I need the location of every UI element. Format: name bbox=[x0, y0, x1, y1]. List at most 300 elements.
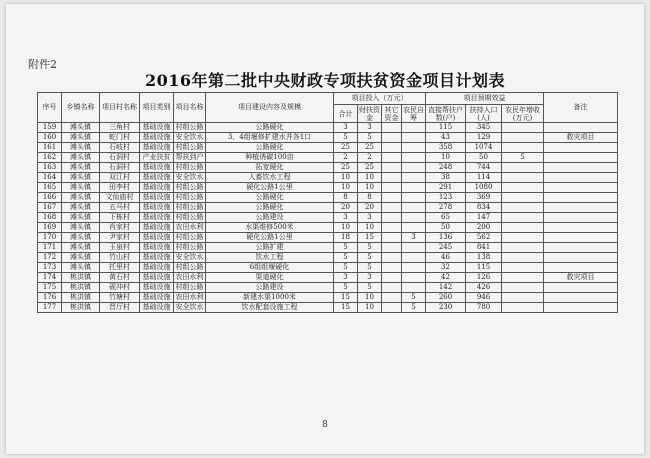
cell-content: 新建水渠1000米 bbox=[206, 293, 334, 303]
cell-remarks bbox=[544, 213, 618, 223]
cell-seq: 167 bbox=[38, 203, 62, 213]
cell-total: 5 bbox=[334, 133, 358, 143]
cell-project-name: 安全饮水 bbox=[175, 303, 204, 311]
cell-project-name: 村组公路 bbox=[175, 143, 204, 151]
header-benefit-group: 项目预期效益 bbox=[426, 93, 544, 105]
cell-town: 滩头镇 bbox=[62, 263, 100, 273]
cell-farmer bbox=[402, 183, 426, 193]
cell-total: 10 bbox=[334, 173, 358, 183]
cell-village: 竹塘村 bbox=[100, 293, 140, 303]
cell-households: 260 bbox=[426, 293, 466, 303]
cell-seq: 166 bbox=[38, 193, 62, 203]
table-row bbox=[38, 203, 618, 213]
cell-fiscal: 8 bbox=[358, 193, 382, 203]
cell-population: 50 bbox=[466, 153, 502, 163]
cell-total: 18 bbox=[334, 233, 358, 243]
cell-total: 20 bbox=[334, 203, 358, 213]
cell-other bbox=[382, 233, 402, 243]
cell-population: 841 bbox=[466, 243, 502, 253]
cell-remarks bbox=[544, 233, 618, 243]
cell-fiscal: 20 bbox=[358, 203, 382, 213]
cell-fiscal: 10 bbox=[358, 223, 382, 233]
table-row bbox=[38, 273, 618, 283]
cell-category: 基础设施 bbox=[140, 203, 174, 213]
cell-village: 田李村 bbox=[100, 183, 140, 193]
cell-fiscal: 5 bbox=[358, 253, 382, 263]
cell-category: 基础设施 bbox=[140, 213, 174, 223]
cell-households: 278 bbox=[426, 203, 466, 213]
cell-seq: 176 bbox=[38, 293, 62, 303]
cell-other bbox=[382, 143, 402, 153]
cell-village: 蛇门村 bbox=[100, 133, 140, 143]
cell-town: 滩头镇 bbox=[62, 153, 100, 163]
table-row bbox=[38, 173, 618, 183]
cell-households: 115 bbox=[426, 123, 466, 133]
cell-households: 46 bbox=[426, 253, 466, 263]
cell-farmer bbox=[402, 203, 426, 213]
cell-content: 公路硬化 bbox=[206, 123, 334, 133]
cell-remarks bbox=[544, 123, 618, 133]
cell-project-name: 农田水利 bbox=[175, 223, 204, 231]
cell-town: 滩头镇 bbox=[62, 243, 100, 253]
cell-population: 126 bbox=[466, 273, 502, 283]
cell-other bbox=[382, 153, 402, 163]
cell-category: 基础设施 bbox=[140, 163, 174, 173]
cell-total: 8 bbox=[334, 193, 358, 203]
header-other: 其它资金 bbox=[382, 105, 402, 123]
header-project-name: 项目名称 bbox=[174, 93, 206, 123]
cell-seq: 175 bbox=[38, 283, 62, 293]
cell-income bbox=[502, 263, 544, 273]
cell-village: 竹山村 bbox=[100, 253, 140, 263]
cell-farmer bbox=[402, 213, 426, 223]
cell-town: 滩头镇 bbox=[62, 163, 100, 173]
cell-remarks bbox=[544, 243, 618, 253]
cell-project-name: 帮扶到户 bbox=[175, 153, 204, 161]
header-farmer: 农民自筹 bbox=[403, 105, 424, 122]
cell-farmer bbox=[402, 253, 426, 263]
cell-category: 基础设施 bbox=[140, 173, 174, 183]
cell-remarks bbox=[544, 263, 618, 273]
cell-village: 石洞村 bbox=[100, 163, 140, 173]
cell-project-name: 安全饮水 bbox=[175, 133, 204, 141]
header-total: 合计 bbox=[334, 105, 358, 123]
cell-other bbox=[382, 163, 402, 173]
cell-farmer bbox=[402, 123, 426, 133]
cell-fiscal: 5 bbox=[358, 283, 382, 293]
cell-project-name: 村组公路 bbox=[175, 283, 204, 291]
header-population: 扶持人口(人) bbox=[466, 105, 502, 123]
cell-households: 65 bbox=[426, 213, 466, 223]
cell-households: 43 bbox=[426, 133, 466, 143]
cell-farmer bbox=[402, 143, 426, 153]
table-row bbox=[38, 143, 618, 153]
cell-income bbox=[502, 303, 544, 313]
cell-seq: 177 bbox=[38, 303, 62, 313]
cell-seq: 173 bbox=[38, 263, 62, 273]
table-row bbox=[38, 303, 618, 313]
cell-remarks bbox=[544, 193, 618, 203]
cell-other bbox=[382, 203, 402, 213]
cell-households: 291 bbox=[426, 183, 466, 193]
cell-households: 123 bbox=[426, 193, 466, 203]
cell-fiscal: 10 bbox=[358, 293, 382, 303]
cell-town: 滩头镇 bbox=[62, 193, 100, 203]
cell-farmer: 5 bbox=[402, 303, 426, 313]
cell-content: 3、4组堰修扩建水井各1口 bbox=[206, 133, 334, 143]
cell-population: 1080 bbox=[466, 183, 502, 193]
cell-income bbox=[502, 173, 544, 183]
cell-total: 10 bbox=[334, 183, 358, 193]
cell-total: 5 bbox=[334, 243, 358, 253]
cell-total: 15 bbox=[334, 293, 358, 303]
header-remarks: 备注 bbox=[544, 93, 618, 123]
cell-fiscal: 3 bbox=[358, 123, 382, 133]
cell-village: 托里村 bbox=[100, 263, 140, 273]
cell-total: 15 bbox=[334, 303, 358, 313]
cell-project-name: 安全饮水 bbox=[175, 173, 204, 181]
cell-remarks bbox=[544, 293, 618, 303]
header-village: 项目村名称 bbox=[100, 93, 140, 123]
cell-village: 文仙庙村 bbox=[100, 193, 140, 203]
cell-other bbox=[382, 263, 402, 273]
cell-category: 基础设施 bbox=[140, 243, 174, 253]
cell-project-name: 村组公路 bbox=[175, 163, 204, 171]
cell-total: 25 bbox=[334, 163, 358, 173]
cell-town: 滩头镇 bbox=[62, 233, 100, 243]
table-row bbox=[38, 163, 618, 173]
cell-content: 公路建设 bbox=[206, 213, 334, 223]
cell-households: 42 bbox=[426, 273, 466, 283]
cell-other bbox=[382, 273, 402, 283]
cell-other bbox=[382, 253, 402, 263]
cell-other bbox=[382, 223, 402, 233]
cell-population: 1074 bbox=[466, 143, 502, 153]
cell-town: 桃洪镇 bbox=[62, 273, 100, 283]
cell-content: 公路硬化 bbox=[206, 193, 334, 203]
cell-other bbox=[382, 193, 402, 203]
cell-category: 基础设施 bbox=[140, 233, 174, 243]
table-row bbox=[38, 223, 618, 233]
cell-category: 基础设施 bbox=[140, 283, 174, 293]
cell-other bbox=[382, 293, 402, 303]
table-row bbox=[38, 283, 618, 293]
cell-other bbox=[382, 243, 402, 253]
table-row bbox=[38, 243, 618, 253]
cell-category: 基础设施 bbox=[140, 253, 174, 263]
cell-total: 25 bbox=[334, 143, 358, 153]
cell-category: 基础设施 bbox=[140, 293, 174, 303]
cell-remarks bbox=[544, 153, 618, 163]
cell-project-name: 村组公路 bbox=[175, 123, 204, 131]
cell-content: 公路扩建 bbox=[206, 243, 334, 253]
cell-village: 肖家村 bbox=[100, 223, 140, 233]
cell-seq: 168 bbox=[38, 213, 62, 223]
cell-income bbox=[502, 243, 544, 253]
table-row bbox=[38, 233, 618, 243]
cell-population: 345 bbox=[466, 123, 502, 133]
cell-content: 渠道硬化 bbox=[206, 273, 334, 283]
cell-income bbox=[502, 143, 544, 153]
cell-remarks: 救灾项目 bbox=[544, 133, 618, 143]
cell-village: 三角村 bbox=[100, 123, 140, 133]
document-title: 2016年第二批中央财政专项扶贫资金项目计划表 bbox=[144, 71, 506, 90]
cell-farmer bbox=[402, 223, 426, 233]
cell-village: 双江村 bbox=[100, 173, 140, 183]
cell-remarks bbox=[544, 253, 618, 263]
cell-total: 10 bbox=[334, 223, 358, 233]
cell-income bbox=[502, 293, 544, 303]
cell-town: 滩头镇 bbox=[62, 143, 100, 153]
cell-seq: 161 bbox=[38, 143, 62, 153]
cell-project-name: 村组公路 bbox=[175, 213, 204, 221]
cell-income bbox=[502, 283, 544, 293]
cell-income bbox=[502, 213, 544, 223]
header-category: 项目类别 bbox=[140, 93, 174, 123]
cell-farmer: 3 bbox=[402, 233, 426, 243]
cell-remarks bbox=[544, 183, 618, 193]
header-fiscal: 财扶资金 bbox=[359, 105, 380, 122]
header-seq: 序号 bbox=[38, 93, 62, 123]
cell-population: 946 bbox=[466, 293, 502, 303]
cell-fiscal: 5 bbox=[358, 243, 382, 253]
cell-remarks bbox=[544, 203, 618, 213]
cell-income bbox=[502, 193, 544, 203]
cell-seq: 174 bbox=[38, 273, 62, 283]
cell-category: 基础设施 bbox=[140, 183, 174, 193]
cell-households: 136 bbox=[426, 233, 466, 243]
cell-total: 3 bbox=[334, 123, 358, 133]
header-investment-group: 项目投入（万元） bbox=[334, 93, 426, 105]
cell-town: 滩头镇 bbox=[62, 183, 100, 193]
cell-total: 3 bbox=[334, 213, 358, 223]
cell-seq: 169 bbox=[38, 223, 62, 233]
cell-income bbox=[502, 183, 544, 193]
cell-village: 下栋村 bbox=[100, 213, 140, 223]
cell-households: 38 bbox=[426, 173, 466, 183]
cell-income bbox=[502, 123, 544, 133]
cell-households: 230 bbox=[426, 303, 466, 313]
table-row bbox=[38, 253, 618, 263]
cell-population: 780 bbox=[466, 303, 502, 313]
table-row bbox=[38, 133, 618, 143]
cell-fiscal: 15 bbox=[358, 233, 382, 243]
cell-seq: 172 bbox=[38, 253, 62, 263]
cell-households: 248 bbox=[426, 163, 466, 173]
cell-category: 基础设施 bbox=[140, 263, 174, 273]
cell-content: 6组组堰硬化 bbox=[206, 263, 334, 273]
cell-project-name: 安全饮水 bbox=[175, 253, 204, 261]
cell-content: 公路硬化 bbox=[206, 203, 334, 213]
header-households: 直接帮扶户数(户) bbox=[426, 105, 466, 123]
cell-content: 公路硬化 bbox=[206, 143, 334, 153]
cell-population: 200 bbox=[466, 223, 502, 233]
cell-other bbox=[382, 303, 402, 313]
cell-content: 硬化公路1公里 bbox=[206, 183, 334, 193]
cell-income bbox=[502, 133, 544, 143]
cell-project-name: 村组公路 bbox=[175, 183, 204, 191]
cell-content: 人畜饮水工程 bbox=[206, 173, 334, 183]
cell-remarks bbox=[544, 143, 618, 153]
cell-village: 黄石村 bbox=[100, 273, 140, 283]
cell-seq: 164 bbox=[38, 173, 62, 183]
cell-seq: 171 bbox=[38, 243, 62, 253]
cell-farmer bbox=[402, 173, 426, 183]
cell-income bbox=[502, 203, 544, 213]
cell-town: 桃洪镇 bbox=[62, 303, 100, 313]
cell-content: 水渠维修500米 bbox=[206, 223, 334, 233]
cell-other bbox=[382, 283, 402, 293]
cell-farmer bbox=[402, 243, 426, 253]
cell-town: 滩头镇 bbox=[62, 213, 100, 223]
cell-households: 50 bbox=[426, 223, 466, 233]
cell-town: 滩头镇 bbox=[62, 223, 100, 233]
cell-category: 基础设施 bbox=[140, 303, 174, 313]
cell-population: 129 bbox=[466, 133, 502, 143]
cell-population: 369 bbox=[466, 193, 502, 203]
cell-farmer bbox=[402, 133, 426, 143]
cell-project-name: 农田水利 bbox=[175, 273, 204, 281]
cell-content: 硬化公路1公里 bbox=[206, 233, 334, 243]
project-plan-table bbox=[37, 92, 618, 313]
cell-other bbox=[382, 133, 402, 143]
cell-remarks: 救灾项目 bbox=[544, 273, 618, 283]
cell-fiscal: 3 bbox=[358, 273, 382, 283]
cell-farmer bbox=[402, 273, 426, 283]
cell-population: 834 bbox=[466, 203, 502, 213]
cell-fiscal: 10 bbox=[358, 173, 382, 183]
cell-seq: 163 bbox=[38, 163, 62, 173]
table-body bbox=[38, 123, 618, 313]
cell-seq: 160 bbox=[38, 133, 62, 143]
cell-remarks bbox=[544, 303, 618, 313]
cell-remarks bbox=[544, 163, 618, 173]
cell-town: 桃洪镇 bbox=[62, 293, 100, 303]
cell-content: 拓宽硬化 bbox=[206, 163, 334, 173]
header-content: 项目建设内容及规模 bbox=[206, 93, 334, 123]
cell-income bbox=[502, 163, 544, 173]
cell-fiscal: 2 bbox=[358, 153, 382, 163]
table-row bbox=[38, 213, 618, 223]
page-number: 8 bbox=[322, 420, 328, 430]
cell-other bbox=[382, 123, 402, 133]
cell-town: 桃洪镇 bbox=[62, 283, 100, 293]
cell-population: 426 bbox=[466, 283, 502, 293]
cell-population: 114 bbox=[466, 173, 502, 183]
cell-households: 32 bbox=[426, 263, 466, 273]
cell-total: 5 bbox=[334, 263, 358, 273]
cell-total: 5 bbox=[334, 253, 358, 263]
cell-category: 产业扶贫 bbox=[140, 153, 174, 163]
cell-households: 245 bbox=[426, 243, 466, 253]
cell-population: 115 bbox=[466, 263, 502, 273]
cell-category: 基础设施 bbox=[140, 193, 174, 203]
table-row bbox=[38, 183, 618, 193]
cell-project-name: 村组公路 bbox=[175, 263, 204, 271]
cell-total: 5 bbox=[334, 283, 358, 293]
cell-town: 滩头镇 bbox=[62, 133, 100, 143]
cell-category: 基础设施 bbox=[140, 273, 174, 283]
cell-farmer bbox=[402, 283, 426, 293]
cell-seq: 165 bbox=[38, 183, 62, 193]
cell-farmer bbox=[402, 163, 426, 173]
table-row bbox=[38, 293, 618, 303]
cell-farmer: 5 bbox=[402, 293, 426, 303]
cell-other bbox=[382, 183, 402, 193]
cell-total: 2 bbox=[334, 153, 358, 163]
header-town: 乡镇名称 bbox=[62, 93, 100, 123]
cell-village: 尹家村 bbox=[100, 233, 140, 243]
cell-remarks bbox=[544, 173, 618, 183]
cell-fiscal: 5 bbox=[358, 263, 382, 273]
cell-population: 562 bbox=[466, 233, 502, 243]
cell-households: 142 bbox=[426, 283, 466, 293]
cell-town: 滩头镇 bbox=[62, 123, 100, 133]
cell-project-name: 村组公路 bbox=[175, 203, 204, 211]
cell-project-name: 村组公路 bbox=[175, 243, 204, 251]
cell-income bbox=[502, 273, 544, 283]
cell-farmer bbox=[402, 263, 426, 273]
cell-content: 饮水配套设施工程 bbox=[206, 303, 334, 313]
cell-village: 砚冲村 bbox=[100, 283, 140, 293]
cell-village: 五马村 bbox=[100, 203, 140, 213]
cell-households: 10 bbox=[426, 153, 466, 163]
cell-seq: 170 bbox=[38, 233, 62, 243]
cell-total: 3 bbox=[334, 273, 358, 283]
cell-fiscal: 10 bbox=[358, 183, 382, 193]
cell-content: 饮水工程 bbox=[206, 253, 334, 263]
cell-project-name: 村组公路 bbox=[175, 233, 204, 241]
cell-fiscal: 5 bbox=[358, 133, 382, 143]
cell-income bbox=[502, 223, 544, 233]
cell-remarks bbox=[544, 283, 618, 293]
cell-town: 滩头镇 bbox=[62, 203, 100, 213]
cell-village: 玉泉村 bbox=[100, 243, 140, 253]
table-row bbox=[38, 153, 618, 163]
cell-project-name: 农田水利 bbox=[175, 293, 204, 301]
cell-content: 公路建设 bbox=[206, 283, 334, 293]
cell-fiscal: 10 bbox=[358, 303, 382, 313]
cell-population: 744 bbox=[466, 163, 502, 173]
cell-category: 基础设施 bbox=[140, 143, 174, 153]
cell-farmer bbox=[402, 193, 426, 203]
cell-farmer bbox=[402, 153, 426, 163]
cell-other bbox=[382, 173, 402, 183]
header-income: 农民年增收(万元) bbox=[502, 105, 544, 123]
cell-remarks bbox=[544, 223, 618, 233]
table-row bbox=[38, 263, 618, 273]
cell-town: 滩头镇 bbox=[62, 253, 100, 263]
cell-population: 147 bbox=[466, 213, 502, 223]
cell-village: 石岐村 bbox=[100, 143, 140, 153]
cell-income: 5 bbox=[502, 153, 544, 163]
cell-town: 滩头镇 bbox=[62, 173, 100, 183]
attachment-label: 附件2 bbox=[28, 58, 57, 71]
cell-income bbox=[502, 233, 544, 243]
cell-content: 种植诱碳100亩 bbox=[206, 153, 334, 163]
cell-project-name: 村组公路 bbox=[175, 193, 204, 201]
table-row bbox=[38, 123, 618, 133]
cell-village: 石洞村 bbox=[100, 153, 140, 163]
cell-fiscal: 25 bbox=[358, 163, 382, 173]
cell-income bbox=[502, 253, 544, 263]
cell-other bbox=[382, 213, 402, 223]
document-page bbox=[6, 4, 644, 454]
cell-households: 358 bbox=[426, 143, 466, 153]
cell-category: 基础设施 bbox=[140, 123, 174, 133]
cell-population: 138 bbox=[466, 253, 502, 263]
cell-fiscal: 25 bbox=[358, 143, 382, 153]
